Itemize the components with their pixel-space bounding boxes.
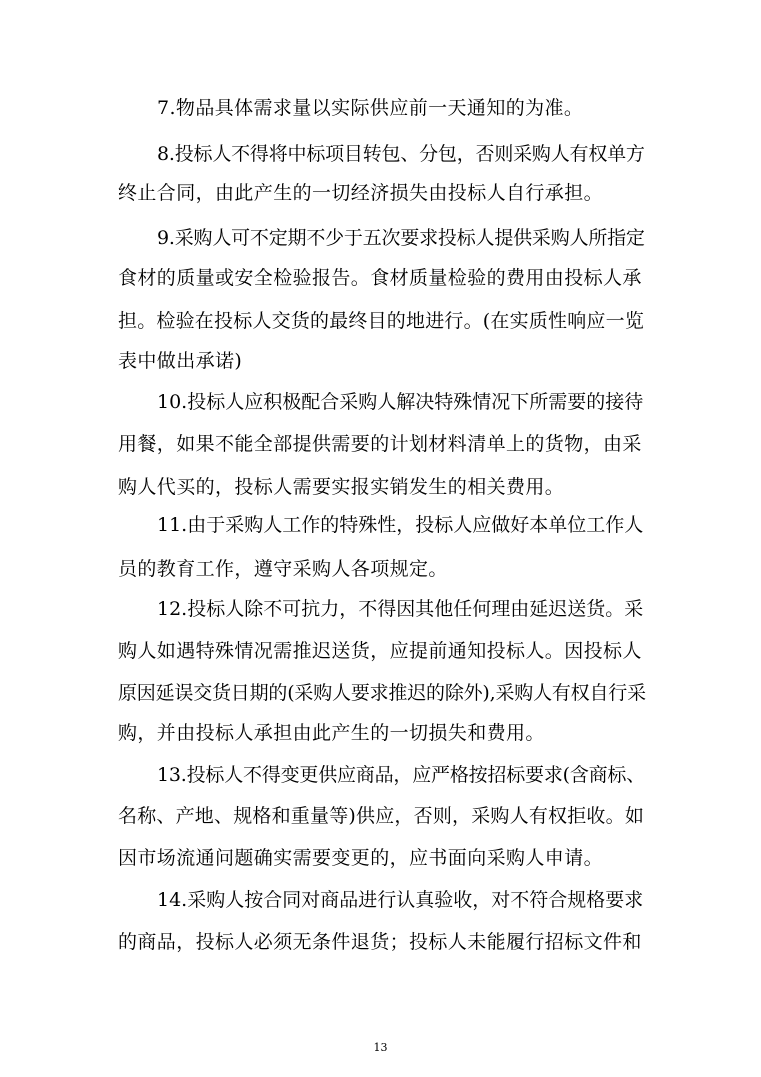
text-line: 12.投标人除不可抗力，不得因其他任何理由延迟送货。采: [157, 598, 644, 620]
text-line: 担。检验在投标人交货的最终目的地进行。(在实质性响应一览: [118, 310, 645, 332]
text-line: 食材的质量或安全检验报告。食材质量检验的费用由投标人承: [118, 267, 642, 289]
text-line: 终止合同，由此产生的一切经济损失由投标人自行承担。: [118, 182, 604, 204]
text-line: 的商品，投标人必须无条件退货；投标人未能履行招标文件和: [118, 931, 642, 953]
text-line: 购人如遇特殊情况需推迟送货，应提前通知投标人。因投标人: [118, 640, 642, 662]
text-line: 用餐，如果不能全部提供需要的计划材料清单上的货物，由采: [118, 433, 642, 455]
text-line: 13.投标人不得变更供应商品，应严格按招标要求(含商标、: [157, 764, 646, 786]
text-line: 8.投标人不得将中标项目转包、分包，否则采购人有权单方: [157, 143, 645, 165]
text-line: 表中做出承诺): [118, 350, 243, 372]
text-line: 因市场流通问题确实需要变更的，应书面向采购人申请。: [118, 847, 604, 869]
text-line: 14.采购人按合同对商品进行认真验收，对不符合规格要求: [157, 889, 644, 911]
text-line: 10.投标人应积极配合采购人解决特殊情况下所需要的接待: [157, 391, 644, 413]
text-line: 购人代买的，投标人需要实报实销发生的相关费用。: [118, 476, 565, 498]
text-line: 9.采购人可不定期不少于五次要求投标人提供采购人所指定: [157, 227, 645, 249]
page-number: 13: [373, 1041, 388, 1054]
text-line: 购，并由投标人承担由此产生的一切损失和费用。: [118, 722, 545, 744]
text-line: 7.物品具体需求量以实际供应前一天通知的为准。: [157, 97, 584, 119]
text-line: 员的教育工作，遵守采购人各项规定。: [118, 558, 448, 580]
text-line: 11.由于采购人工作的特殊性，投标人应做好本单位工作人: [157, 514, 644, 536]
text-line: 原因延误交货日期的(采购人要求推迟的除外),采购人有权自行采: [118, 682, 646, 704]
text-line: 名称、产地、规格和重量等)供应，否则，采购人有权拒收。如: [118, 805, 645, 827]
